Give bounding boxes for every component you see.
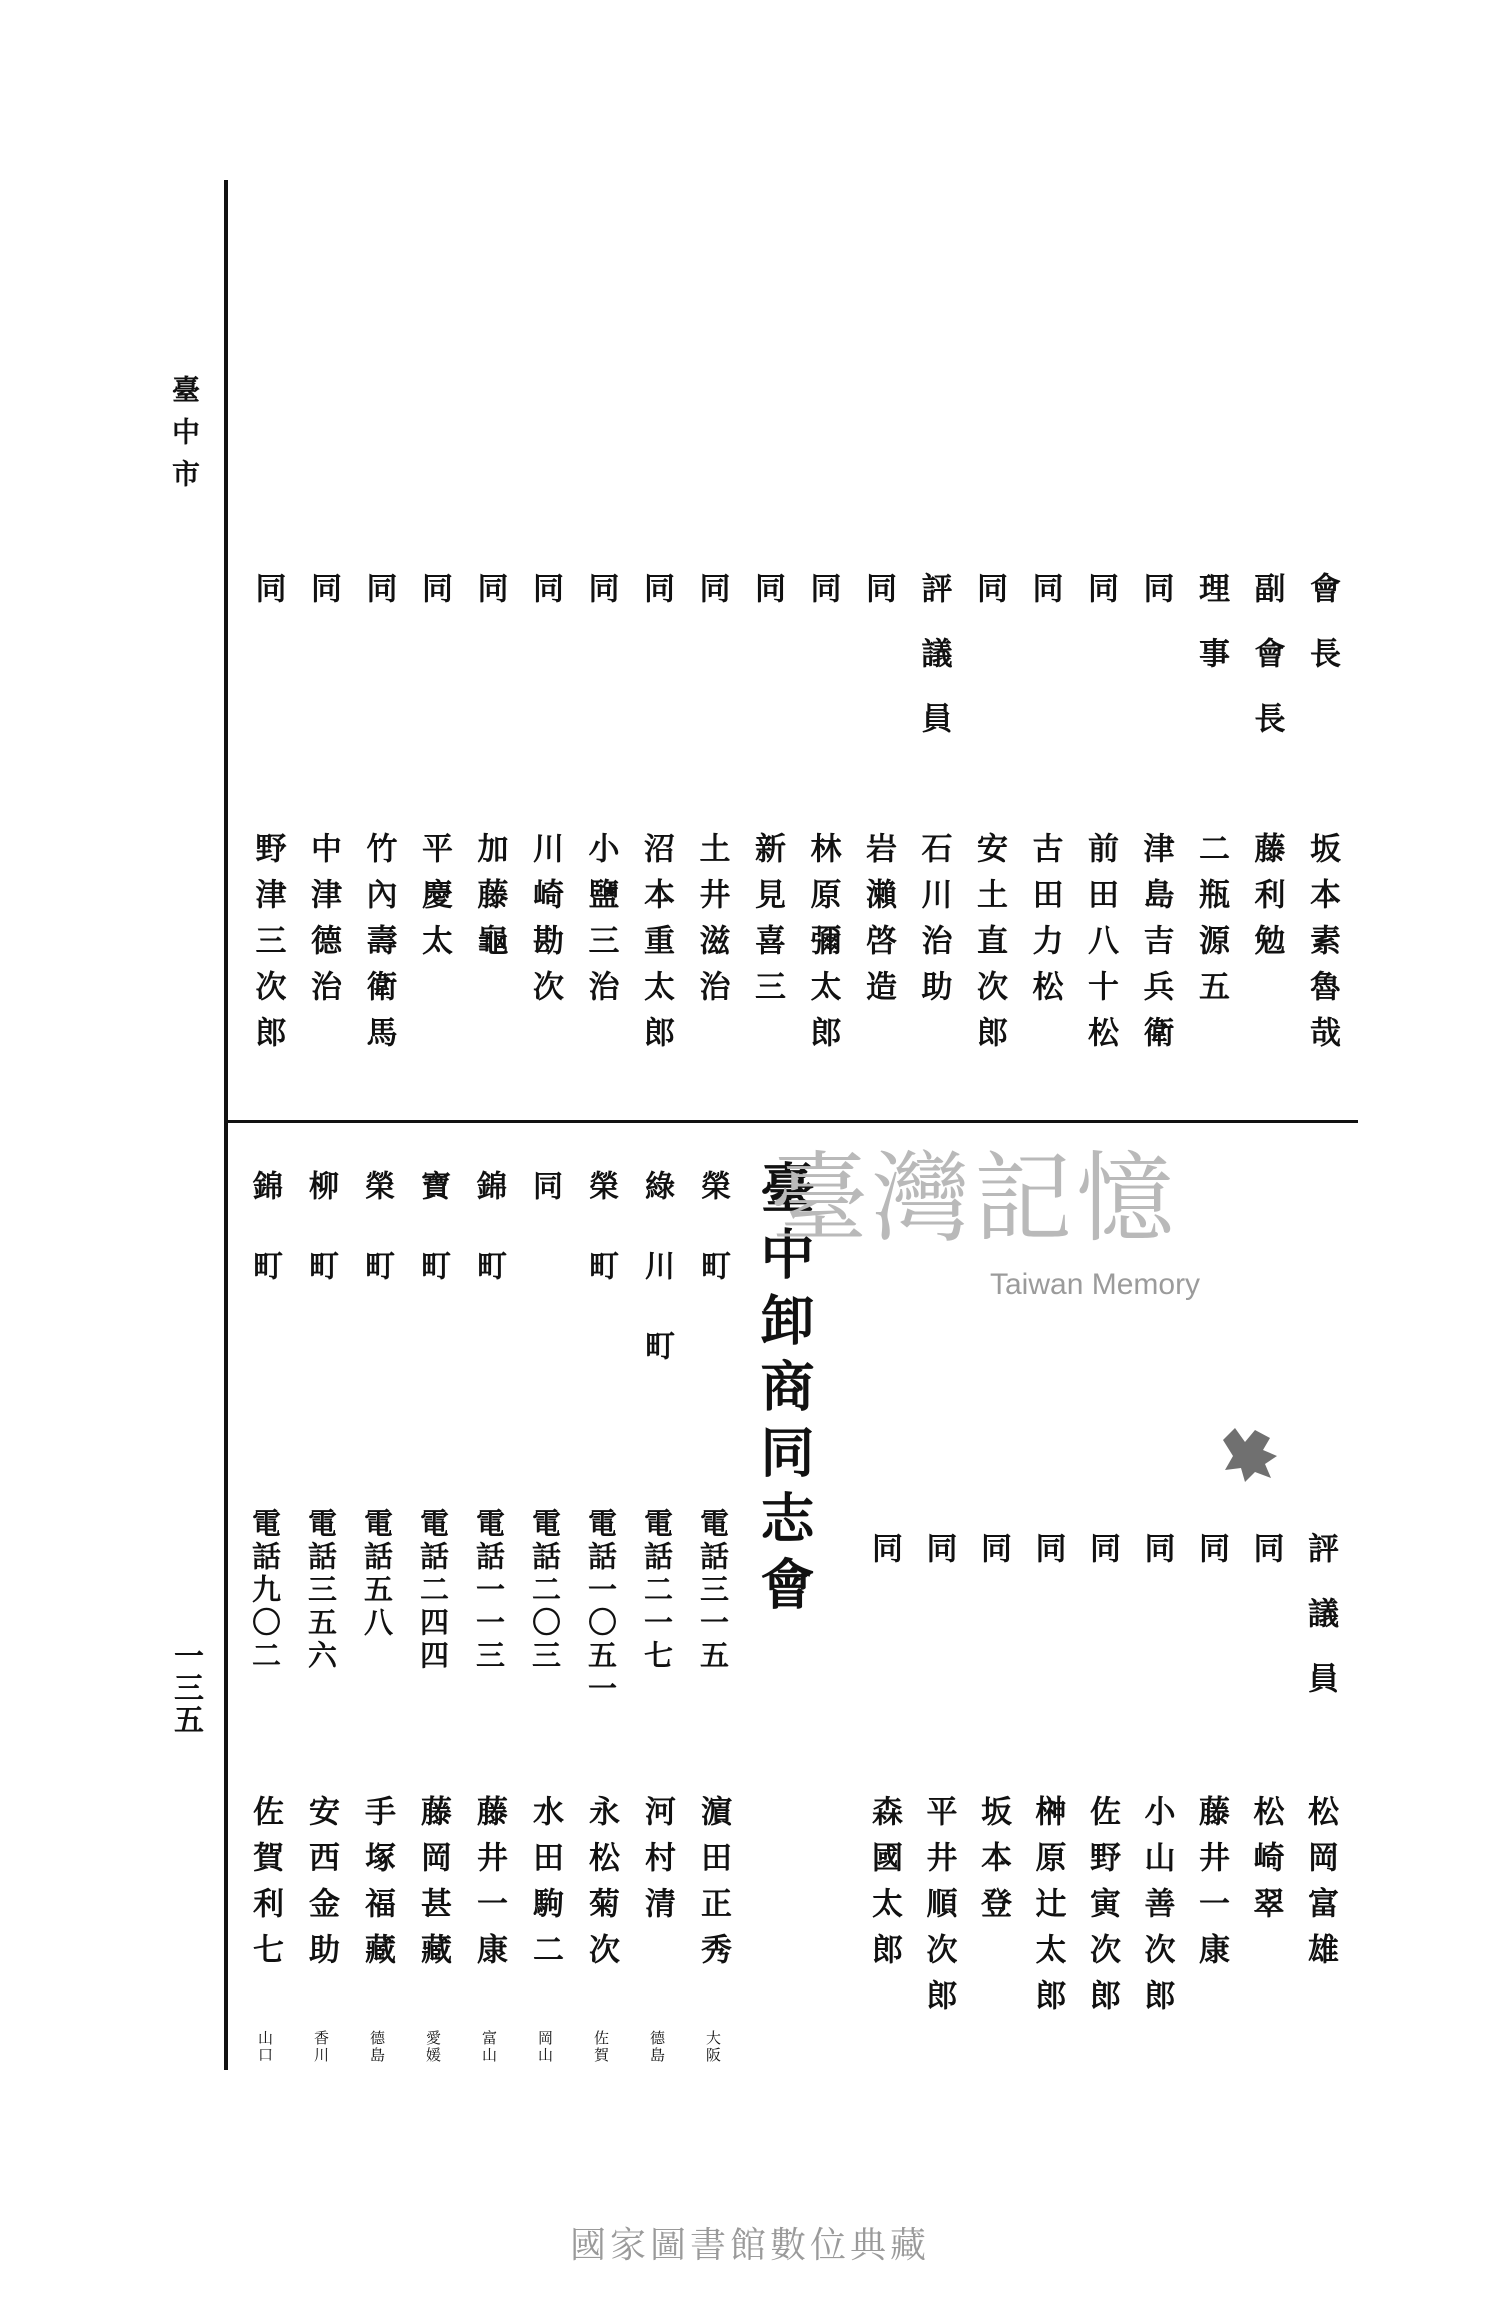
councillor-name: 平井順次郎 — [920, 1795, 957, 2025]
officer-name: 土井滋治 — [693, 832, 730, 1016]
merchant-phone: 電話一〇五一 — [584, 1508, 618, 1706]
officer-name: 林原彌太郎 — [804, 832, 841, 1062]
merchant-origin: 愛媛 — [424, 2030, 442, 2064]
councillor-title: 同 — [1247, 1532, 1284, 1597]
councillor-name: 佐野寅次郎 — [1084, 1795, 1120, 2025]
merchant-address: 榮町 — [359, 1170, 394, 1330]
officer-name: 岩瀨啓造 — [860, 832, 896, 1016]
officer-title: 同 — [1082, 572, 1118, 637]
watermark-taiwan-memory: 臺灣記憶 — [770, 1142, 1179, 1256]
officer-title: 同 — [860, 572, 896, 637]
officer-name: 新見喜三 — [749, 832, 785, 1016]
officer-name: 中津德治 — [305, 832, 341, 1016]
merchant-origin: 佐賀 — [592, 2030, 610, 2064]
merchant-name: 安西金助 — [303, 1795, 339, 1979]
officer-name: 野津三次郎 — [249, 832, 286, 1062]
officer-title: 同 — [360, 572, 397, 637]
merchant-name: 河村清 — [639, 1795, 675, 1933]
merchant-phone: 電話五八 — [360, 1508, 394, 1640]
merchant-address: 錦町 — [471, 1170, 506, 1330]
merchant-phone: 電話二四四 — [416, 1508, 450, 1673]
merchant-phone: 電話二〇三 — [528, 1508, 562, 1673]
merchant-name: 佐賀利七 — [247, 1795, 283, 1979]
page-number: 一三五 — [168, 1640, 203, 1736]
organization-title: 臺中卸商同志會 — [752, 1160, 816, 1622]
merchant-address: 同 — [527, 1170, 562, 1250]
merchant-address: 榮町 — [695, 1170, 730, 1330]
officer-title: 同 — [693, 572, 730, 637]
councillor-name: 藤井一康 — [1193, 1795, 1229, 1979]
officer-title: 副會長 — [1248, 572, 1285, 767]
officer-name: 藤利勉 — [1248, 832, 1285, 970]
merchant-address: 綠川町 — [639, 1170, 674, 1410]
officer-title: 同 — [471, 572, 508, 637]
councillor-title: 同 — [866, 1532, 902, 1597]
officer-title: 同 — [305, 572, 341, 637]
councillor-title: 評議員 — [1302, 1532, 1338, 1727]
merchant-name: 藤井一康 — [471, 1795, 507, 1979]
merchant-origin: 富山 — [480, 2030, 498, 2064]
merchant-name: 手塚福藏 — [359, 1795, 395, 1979]
section-divider — [228, 1120, 1358, 1123]
officer-name: 小鹽三治 — [582, 832, 619, 1016]
councillor-title: 同 — [975, 1532, 1011, 1597]
running-head: 臺中市 — [168, 375, 201, 501]
merchant-phone: 電話一一三 — [472, 1508, 506, 1673]
officer-title: 同 — [971, 572, 1007, 637]
officer-name: 沼本重太郎 — [638, 832, 674, 1062]
officer-name: 平慶太 — [416, 832, 452, 970]
merchant-origin: 德島 — [648, 2030, 666, 2064]
councillor-title: 同 — [1138, 1532, 1175, 1597]
officer-title: 評議員 — [915, 572, 952, 767]
councillor-name: 小山善次郎 — [1138, 1795, 1175, 2025]
merchant-name: 永松菊次 — [583, 1795, 619, 1979]
councillor-title: 同 — [1029, 1532, 1066, 1597]
councillor-name: 榊原辻太郎 — [1029, 1795, 1066, 2025]
councillor-title: 同 — [1084, 1532, 1120, 1597]
officer-title: 同 — [749, 572, 785, 637]
officer-name: 川崎勘次 — [527, 832, 563, 1016]
watermark-english: Taiwan Memory — [990, 1268, 1201, 1301]
merchant-origin: 香川 — [312, 2030, 330, 2064]
merchant-origin: 德島 — [368, 2030, 386, 2064]
councillor-title: 同 — [1193, 1532, 1229, 1597]
merchant-origin: 山口 — [256, 2030, 274, 2064]
merchant-address: 寶町 — [415, 1170, 450, 1330]
footer-credit: 國家圖書館數位典藏 — [569, 2225, 930, 2266]
merchant-address: 榮町 — [583, 1170, 618, 1330]
merchant-address: 錦町 — [247, 1170, 282, 1330]
merchant-phone: 電話九〇二 — [248, 1508, 282, 1673]
officer-title: 同 — [416, 572, 452, 637]
officer-name: 石川治助 — [915, 832, 952, 1016]
officer-title: 同 — [804, 572, 841, 637]
councillor-name: 坂本登 — [975, 1795, 1011, 1933]
officer-title: 同 — [527, 572, 563, 637]
merchant-name: 濵田正秀 — [695, 1795, 731, 1979]
merchant-phone: 電話三一五 — [696, 1508, 730, 1673]
officer-title: 同 — [249, 572, 286, 637]
officer-title: 同 — [582, 572, 619, 637]
councillor-name: 松岡富雄 — [1302, 1795, 1338, 1979]
officer-title: 理事 — [1193, 572, 1229, 702]
officer-title: 同 — [1026, 572, 1063, 637]
merchant-phone: 電話三五六 — [304, 1508, 338, 1673]
officer-title: 同 — [638, 572, 674, 637]
merchant-phone: 電話二一七 — [640, 1508, 674, 1673]
merchant-origin: 大阪 — [704, 2030, 722, 2064]
officer-title: 會長 — [1304, 572, 1340, 702]
councillor-name: 森國太郎 — [866, 1795, 902, 1979]
merchant-origin: 岡山 — [536, 2030, 554, 2064]
page-margin-rule — [224, 180, 228, 2070]
officer-name: 津島吉兵衛 — [1137, 832, 1174, 1062]
officer-title: 同 — [1137, 572, 1174, 637]
officer-name: 安土直次郎 — [971, 832, 1007, 1062]
officer-name: 古田力松 — [1026, 832, 1063, 1016]
officer-name: 前田八十松 — [1082, 832, 1118, 1062]
merchant-name: 藤岡甚藏 — [415, 1795, 451, 1979]
officer-name: 坂本素魯哉 — [1304, 832, 1340, 1062]
ink-seal-mark — [1215, 1420, 1285, 1490]
officer-name: 加藤龜 — [471, 832, 508, 970]
officer-name: 二瓶源五 — [1193, 832, 1229, 1016]
officer-name: 竹內壽衛馬 — [360, 832, 397, 1062]
councillor-name: 松崎翠 — [1247, 1795, 1284, 1933]
councillor-title: 同 — [920, 1532, 957, 1597]
merchant-name: 水田駒二 — [527, 1795, 563, 1979]
merchant-address: 柳町 — [303, 1170, 338, 1330]
